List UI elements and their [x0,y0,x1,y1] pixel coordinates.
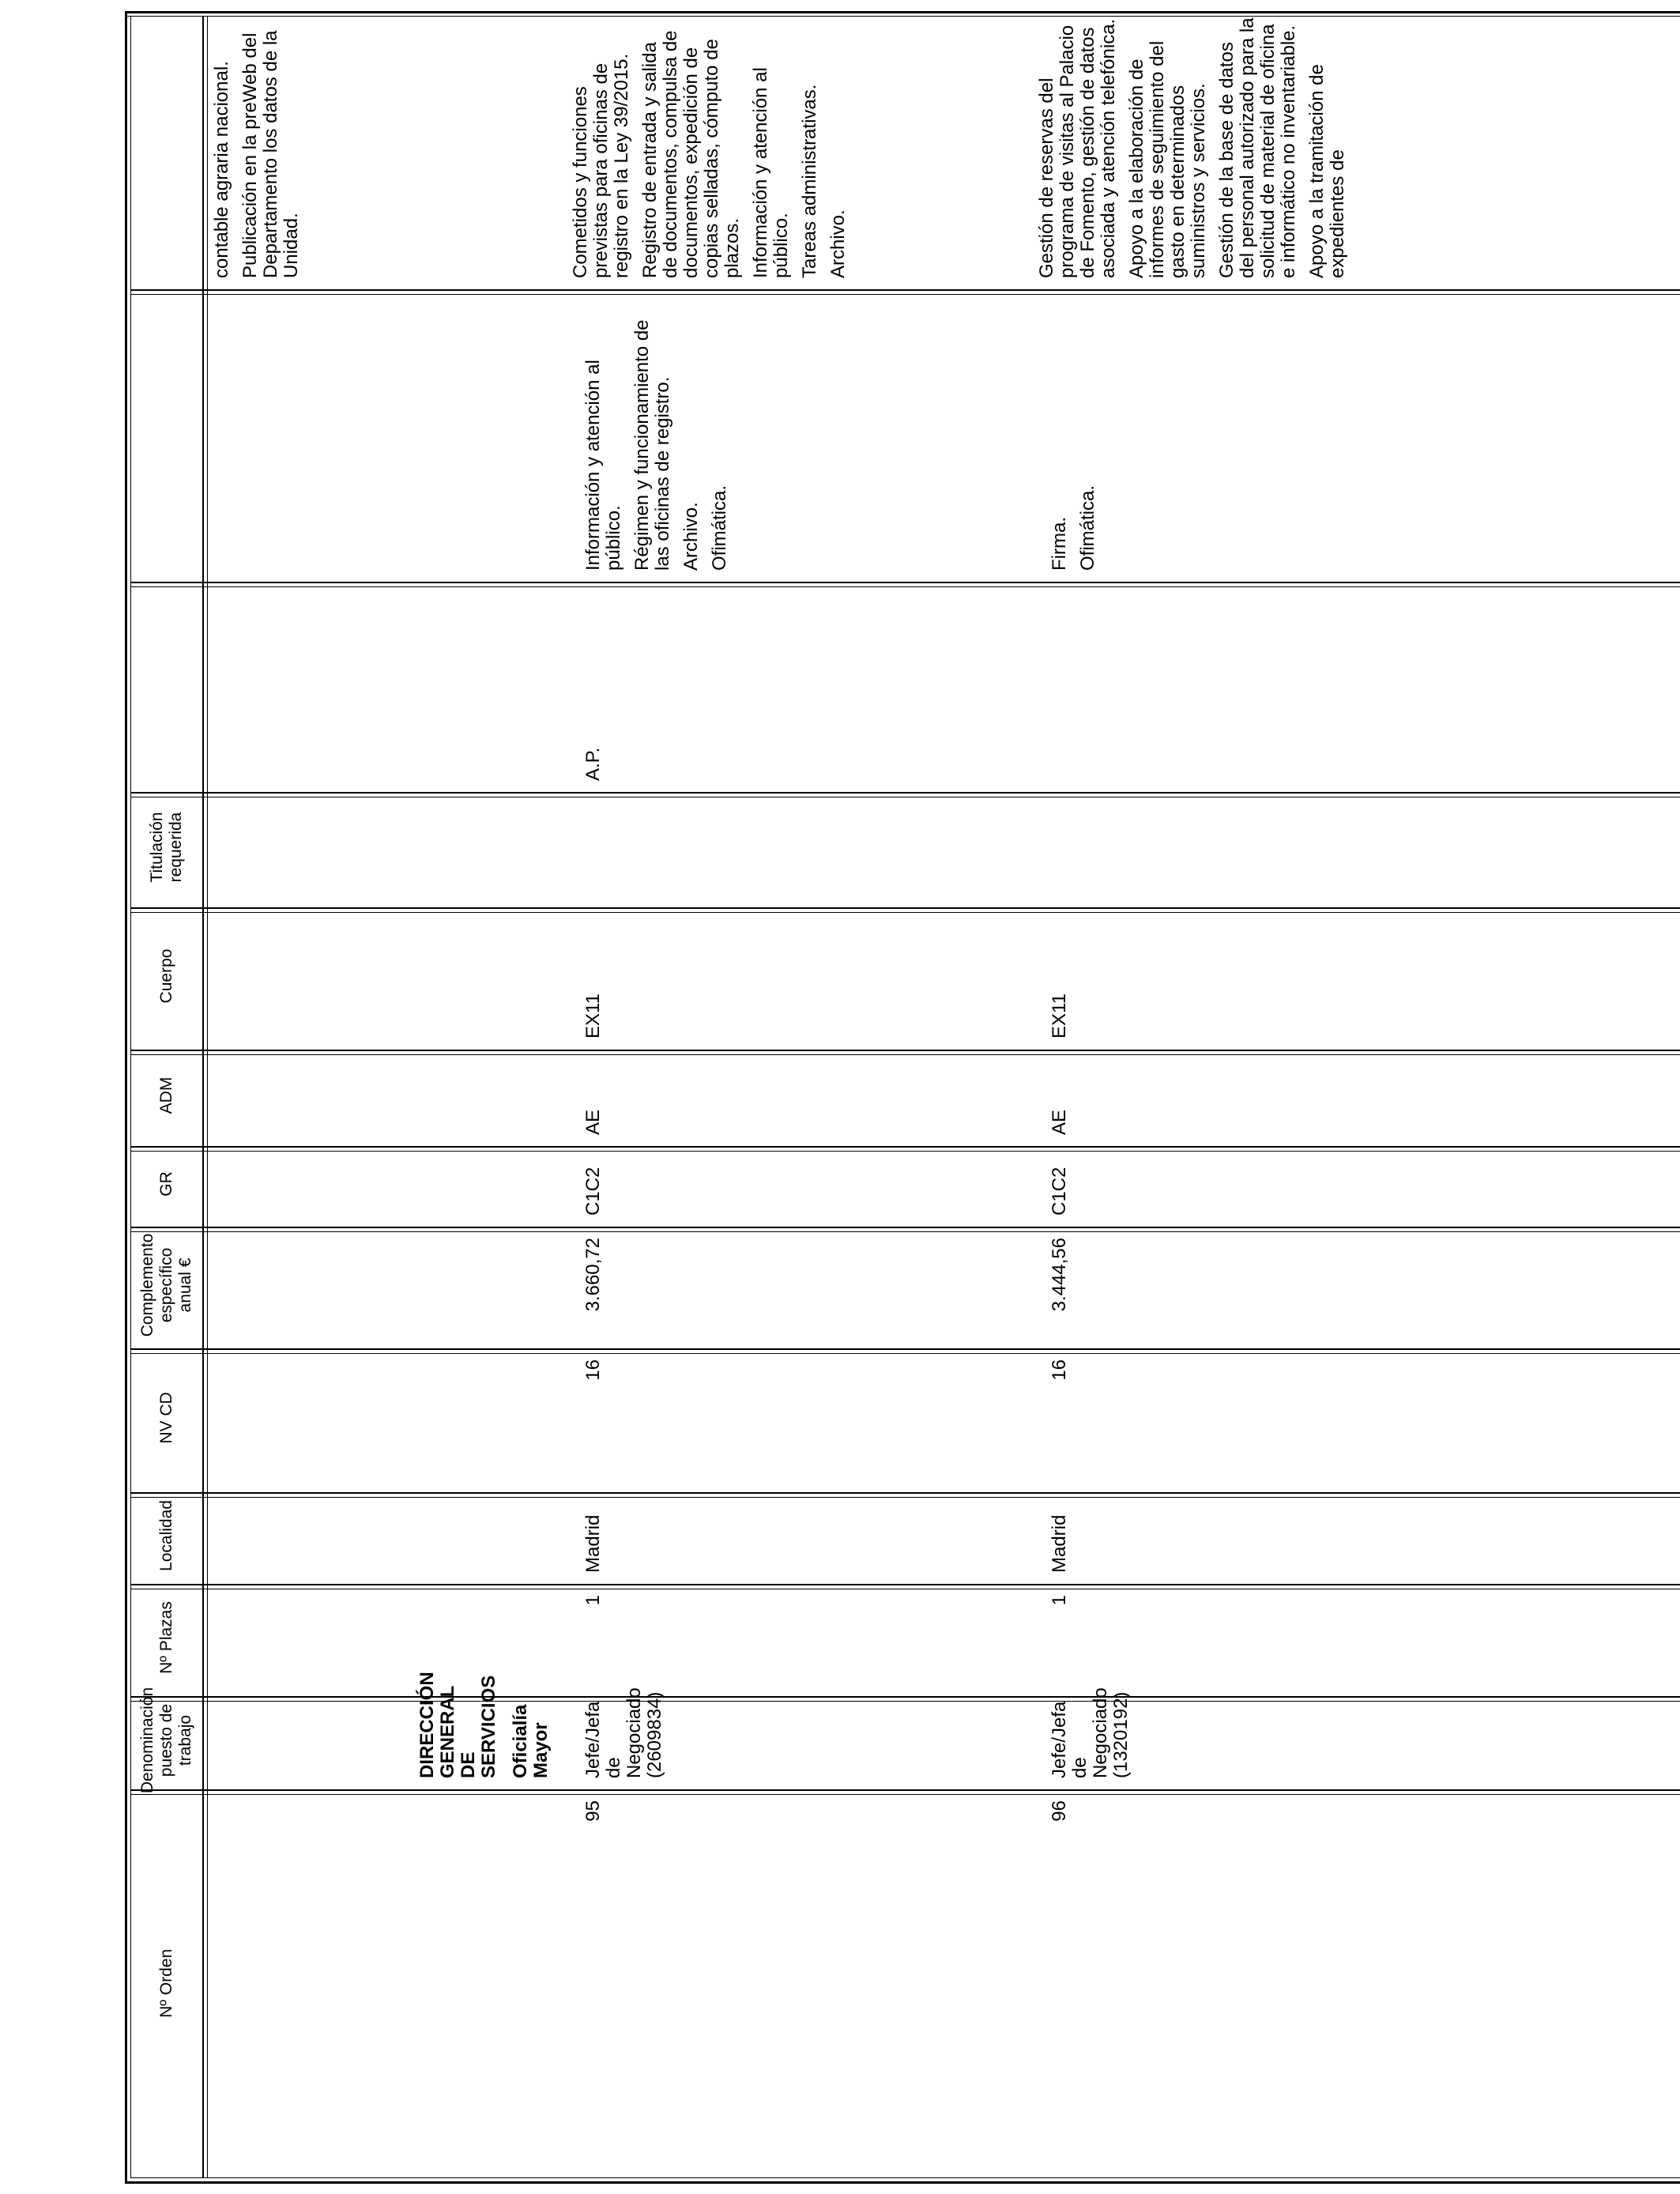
header-adm: ADM [157,1076,175,1114]
row-descripcion-line: Gestión de reservas del programa de visitas al Palacio de Fomento, gestión de datos asociada y atención telefónica. [1036,18,1119,278]
row-descripcion-line: Cometidos y funciones previstas para oficinas de registro en la Ley 39/2015. [570,53,632,278]
descripcion-continuation [212,17,310,278]
row-plazas: 1 [1049,1595,1070,1606]
row-complemento: 3.660,72 [582,1238,604,1312]
row-materias-line: Firma. [1049,517,1070,571]
row-plazas: 1 [582,1595,604,1606]
descripcion-continuation-line: contable agraria nacional. [211,61,232,278]
row-complemento: 3.444,56 [1049,1238,1070,1312]
row-descripcion-line: Información y atención al público. [750,67,792,278]
row-observaciones: A.P. [582,747,604,781]
header-nvcd: NV CD [157,1392,175,1444]
row-localidad: Madrid [582,1514,604,1573]
row-cuerpo: EX11 [582,993,604,1039]
row-descripcion-line: Tareas administrativas. [799,84,820,278]
row-descripcion [571,17,857,278]
row-nvcd: 16 [582,1359,604,1381]
header-cuerpo: Cuerpo [157,948,175,1004]
row-descripcion [1037,17,1356,278]
row-adm: AE [582,1109,604,1135]
row-descripcion-line: Registro de entrada y salida de documentos, compulsa de documentos, expedición de copias selladas, cómputo de plazos. [639,30,743,278]
row-localidad: Madrid [1049,1514,1070,1573]
row-denominacion: Jefe/Jefa de Negociado (1320192) [1049,1687,1132,1778]
row-materias-line: Información y atención al público. [582,360,624,571]
header-denominacion: Denominación puesto de trabajo [138,1687,194,1794]
section-direccion: DIRECCIÓN GENERAL DE SERVICIOS [416,1672,499,1778]
header-orden: Nº Orden [157,1948,175,2019]
row-materias-line: Ofimática. [1077,484,1098,571]
row-descripcion-line: Apoyo a la elaboración de informes de seguimiento del gasto en determinados suministros y servicios. [1126,40,1209,278]
row-denominacion: Jefe/Jefa de Negociado (2609834) [582,1687,665,1778]
row-nvcd: 16 [1049,1359,1070,1381]
row-materias [1049,296,1106,571]
row-materias-line: Régimen y funcionamiento de las oficinas de registro. [631,319,673,571]
row-materias-line: Ofimática. [709,484,730,571]
header-gr: GR [157,1171,175,1197]
row-orden: 96 [1049,1800,1070,1822]
row-adm: AE [1049,1109,1070,1135]
row-descripcion-line: Archivo. [827,209,849,278]
row-descripcion-line: Apoyo a la tramitación de expedientes de [1306,64,1348,278]
row-descripcion-line: Gestión de la base de datos del personal autorizado para la solicitud de material de oficina e informático no inventariable. [1216,17,1299,278]
header-titulacion: Titulación requerida [148,812,185,883]
header-localidad: Localidad [157,1500,175,1571]
row-materias-line: Archivo. [680,502,702,571]
row-gr: C1C2 [582,1167,604,1216]
row-materias [583,296,738,571]
row-orden: 95 [582,1800,604,1822]
section-unidad: Oficialía Mayor [510,1704,552,1778]
row-gr: C1C2 [1049,1167,1070,1216]
descripcion-continuation-line: Publicación en la preWeb del Departamento los datos de la Unidad. [239,30,302,278]
row-cuerpo: EX11 [1049,993,1070,1039]
header-plazas: Nº Plazas [157,1601,175,1674]
header-complemento: Complemento específico anual € [138,1233,194,1337]
